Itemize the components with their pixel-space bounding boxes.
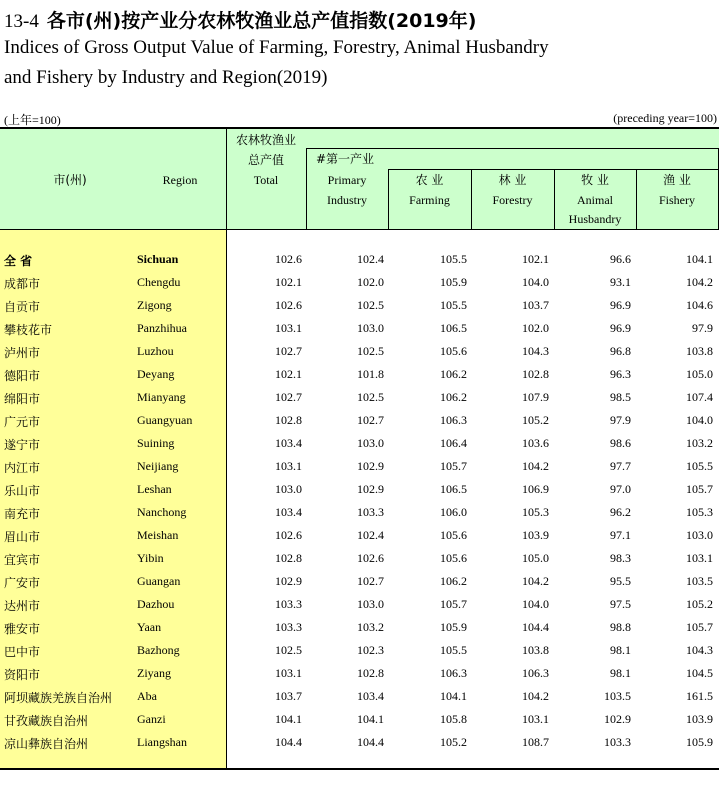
cell-fishery: 105.0 <box>686 367 713 381</box>
cell-farming: 105.9 <box>440 275 467 289</box>
cell-fishery: 105.2 <box>686 597 713 611</box>
table-title-en-line2: and Fishery by Industry and Region(2019) <box>4 67 328 88</box>
row-city-cn: 乐山市 <box>4 484 41 498</box>
cell-animal: 93.1 <box>610 275 631 289</box>
cell-fishery: 104.0 <box>686 413 713 427</box>
cell-animal: 96.9 <box>610 321 631 335</box>
cell-farming: 105.5 <box>440 298 467 312</box>
cell-farming: 105.5 <box>440 252 467 266</box>
cell-total: 103.0 <box>275 482 302 496</box>
cell-fishery: 103.2 <box>686 436 713 450</box>
table-row <box>0 271 719 294</box>
row-city-cn: 攀枝花市 <box>4 323 53 337</box>
cell-forestry: 103.6 <box>522 436 549 450</box>
cell-farming: 106.5 <box>440 321 467 335</box>
row-region-en: Meishan <box>137 528 179 542</box>
cell-animal: 98.5 <box>610 390 631 404</box>
cell-farming: 106.2 <box>440 367 467 381</box>
cell-forestry: 106.9 <box>522 482 549 496</box>
cell-farming: 105.6 <box>440 344 467 358</box>
cell-farming: 105.2 <box>440 735 467 749</box>
cell-animal: 103.3 <box>604 735 631 749</box>
row-region-en: Guangyuan <box>137 413 193 427</box>
cell-animal: 97.7 <box>610 459 631 473</box>
table-number: 13-4 <box>4 11 39 32</box>
table-row <box>0 685 719 708</box>
cell-animal: 98.1 <box>610 666 631 680</box>
cell-primary: 102.7 <box>357 413 384 427</box>
header-primary-en2: Industry <box>327 193 367 207</box>
row-region-en: Nanchong <box>137 505 187 519</box>
cell-total: 103.3 <box>275 597 302 611</box>
table-row <box>0 478 719 501</box>
row-city-cn: 成都市 <box>4 277 41 291</box>
row-region-en: Zigong <box>137 298 172 312</box>
row-region-en: Mianyang <box>137 390 186 404</box>
cell-total: 102.8 <box>275 413 302 427</box>
cell-primary: 103.0 <box>357 436 384 450</box>
row-region-en: Panzhihua <box>137 321 187 335</box>
cell-farming: 106.2 <box>440 574 467 588</box>
cell-fishery: 103.8 <box>686 344 713 358</box>
cell-fishery: 104.2 <box>686 275 713 289</box>
cell-primary: 101.8 <box>357 367 384 381</box>
row-city-cn: 内江市 <box>4 461 41 475</box>
cell-total: 102.5 <box>275 643 302 657</box>
row-city-cn: 甘孜藏族自治州 <box>4 714 89 728</box>
cell-fishery: 105.7 <box>686 620 713 634</box>
table-row <box>0 593 719 616</box>
cell-forestry: 104.0 <box>522 597 549 611</box>
row-city-cn: 泸州市 <box>4 346 41 360</box>
header-animal-en2: Husbandry <box>568 212 622 226</box>
row-city-cn: 雅安市 <box>4 622 41 636</box>
cell-animal: 98.8 <box>610 620 631 634</box>
cell-primary: 104.1 <box>357 712 384 726</box>
table-row <box>0 455 719 478</box>
table-bottom-rule <box>0 768 719 770</box>
cell-forestry: 103.1 <box>522 712 549 726</box>
cell-farming: 105.6 <box>440 551 467 565</box>
cell-total: 104.4 <box>275 735 302 749</box>
cell-forestry: 105.3 <box>522 505 549 519</box>
cell-animal: 98.3 <box>610 551 631 565</box>
row-region-en: Ganzi <box>137 712 166 726</box>
cell-primary: 103.3 <box>357 505 384 519</box>
header-region: Region <box>162 173 198 187</box>
cell-farming: 105.9 <box>440 620 467 634</box>
header-bottom-rule <box>0 229 719 230</box>
cell-farming: 106.0 <box>440 505 467 519</box>
cell-animal: 96.8 <box>610 344 631 358</box>
cell-forestry: 102.8 <box>522 367 549 381</box>
row-city-cn: 巴中市 <box>4 645 41 659</box>
cell-forestry: 104.4 <box>522 620 549 634</box>
cell-forestry: 102.1 <box>522 252 549 266</box>
row-region-en: Yibin <box>137 551 164 565</box>
header-primary-en1: Primary <box>327 173 367 187</box>
table-row <box>0 363 719 386</box>
cell-primary: 104.4 <box>357 735 384 749</box>
row-city-cn: 德阳市 <box>4 369 41 383</box>
cell-fishery: 105.7 <box>686 482 713 496</box>
cell-forestry: 104.2 <box>522 574 549 588</box>
cell-animal: 97.5 <box>610 597 631 611</box>
table-row <box>0 386 719 409</box>
row-city-cn: 宜宾市 <box>4 553 41 567</box>
header-total-cn1: 农林牧渔业 <box>235 133 296 147</box>
header-forestry-cn: 林 业 <box>498 173 527 187</box>
row-region-en: Sichuan <box>137 252 179 266</box>
cell-animal: 96.3 <box>610 367 631 381</box>
row-city-cn: 凉山彝族自治州 <box>4 737 89 751</box>
cell-primary: 103.0 <box>357 321 384 335</box>
cell-forestry: 104.2 <box>522 459 549 473</box>
cell-primary: 102.4 <box>357 252 384 266</box>
cell-animal: 95.5 <box>610 574 631 588</box>
row-city-cn: 绵阳市 <box>4 392 41 406</box>
cell-farming: 105.8 <box>440 712 467 726</box>
row-region-en: Luzhou <box>137 344 174 358</box>
cell-farming: 105.7 <box>440 597 467 611</box>
unit-note-en: (preceding year=100) <box>613 111 717 125</box>
cell-forestry: 108.7 <box>522 735 549 749</box>
cell-fishery: 103.0 <box>686 528 713 542</box>
table-title-cn <box>4 6 476 33</box>
row-region-en: Liangshan <box>137 735 187 749</box>
cell-animal: 97.0 <box>610 482 631 496</box>
cell-primary: 102.5 <box>357 390 384 404</box>
table-row <box>0 570 719 593</box>
header-primary-group: #第一产业 <box>316 152 375 166</box>
cell-forestry: 105.0 <box>522 551 549 565</box>
cell-primary: 103.0 <box>357 597 384 611</box>
cell-animal: 98.1 <box>610 643 631 657</box>
table-title-cn-text: 各市(州)按产业分农林牧渔业总产值指数(2019年) <box>46 10 477 32</box>
cell-primary: 102.7 <box>357 574 384 588</box>
cell-total: 102.8 <box>275 551 302 565</box>
cell-forestry: 103.8 <box>522 643 549 657</box>
cell-animal: 96.2 <box>610 505 631 519</box>
table-row <box>0 317 719 340</box>
cell-forestry: 107.9 <box>522 390 549 404</box>
cell-total: 104.1 <box>275 712 302 726</box>
cell-total: 103.4 <box>275 505 302 519</box>
cell-farming: 106.3 <box>440 666 467 680</box>
cell-fishery: 97.9 <box>692 321 713 335</box>
cell-animal: 102.9 <box>604 712 631 726</box>
header-fishery-cn: 渔 业 <box>663 173 691 187</box>
cell-fishery: 103.1 <box>686 551 713 565</box>
cell-farming: 106.2 <box>440 390 467 404</box>
table-top-rule <box>0 127 719 129</box>
cell-animal: 96.9 <box>610 298 631 312</box>
header-fishery-en: Fishery <box>659 193 695 207</box>
table-row <box>0 432 719 455</box>
cell-fishery: 107.4 <box>686 390 713 404</box>
row-region-en: Suining <box>137 436 175 450</box>
cell-fishery: 105.5 <box>686 459 713 473</box>
cell-primary: 102.0 <box>357 275 384 289</box>
row-city-cn: 广元市 <box>4 415 41 429</box>
cell-total: 102.1 <box>275 275 302 289</box>
cell-animal: 103.5 <box>604 689 631 703</box>
cell-fishery: 103.5 <box>686 574 713 588</box>
row-city-cn: 阿坝藏族羌族自治州 <box>4 691 113 705</box>
cell-forestry: 102.0 <box>522 321 549 335</box>
cell-animal: 97.9 <box>610 413 631 427</box>
table-row <box>0 708 719 731</box>
table-row <box>0 524 719 547</box>
row-region-en: Chengdu <box>137 275 181 289</box>
header-total-en: Total <box>253 173 279 187</box>
table-row <box>0 731 719 754</box>
header-total-cn2: 总产值 <box>247 153 284 167</box>
table-row <box>0 409 719 432</box>
cell-primary: 102.9 <box>357 459 384 473</box>
row-city-cn: 全 省 <box>4 254 33 268</box>
cell-total: 102.7 <box>275 390 302 404</box>
cell-primary: 102.3 <box>357 643 384 657</box>
table-row <box>0 248 719 271</box>
cell-primary: 103.4 <box>357 689 384 703</box>
cell-primary: 102.9 <box>357 482 384 496</box>
cell-total: 103.4 <box>275 436 302 450</box>
table-row <box>0 340 719 363</box>
cell-fishery: 105.3 <box>686 505 713 519</box>
row-city-cn: 达州市 <box>4 599 41 613</box>
row-region-en: Guangan <box>137 574 181 588</box>
header-animal-cn: 牧 业 <box>581 173 609 187</box>
row-region-en: Leshan <box>137 482 172 496</box>
row-city-cn: 自贡市 <box>4 300 41 314</box>
cell-animal: 96.6 <box>610 252 631 266</box>
row-city-cn: 遂宁市 <box>4 438 41 452</box>
cell-fishery: 104.1 <box>686 252 713 266</box>
cell-farming: 106.3 <box>440 413 467 427</box>
cell-total: 102.6 <box>275 298 302 312</box>
row-region-en: Neijiang <box>137 459 179 473</box>
cell-total: 103.1 <box>275 459 302 473</box>
header-animal-en1: Animal <box>577 193 613 207</box>
row-city-cn: 南充市 <box>4 507 41 521</box>
cell-forestry: 104.0 <box>522 275 549 289</box>
cell-forestry: 106.3 <box>522 666 549 680</box>
cell-total: 103.3 <box>275 620 302 634</box>
row-region-en: Dazhou <box>137 597 175 611</box>
cell-total: 103.7 <box>275 689 302 703</box>
row-city-cn: 资阳市 <box>4 668 41 682</box>
cell-farming: 106.4 <box>440 436 467 450</box>
row-region-en: Bazhong <box>137 643 180 657</box>
cell-total: 102.6 <box>275 252 302 266</box>
cell-fishery: 104.3 <box>686 643 713 657</box>
cell-total: 102.9 <box>275 574 302 588</box>
cell-primary: 102.5 <box>357 344 384 358</box>
cell-total: 102.6 <box>275 528 302 542</box>
row-region-en: Yaan <box>137 620 162 634</box>
cell-total: 103.1 <box>275 321 302 335</box>
table-row <box>0 662 719 685</box>
header-farming-en: Farming <box>409 193 450 207</box>
row-city-cn: 广安市 <box>4 576 41 590</box>
table-row <box>0 547 719 570</box>
table-row <box>0 616 719 639</box>
header-city-cn: 市(州) <box>53 173 87 187</box>
table-title-en-line1: Indices of Gross Output Value of Farming, Forestry, Animal Husbandry <box>4 37 549 58</box>
header-farming-cn: 农 业 <box>415 173 444 187</box>
cell-farming: 105.5 <box>440 643 467 657</box>
cell-fishery: 161.5 <box>686 689 713 703</box>
cell-fishery: 104.5 <box>686 666 713 680</box>
cell-forestry: 105.2 <box>522 413 549 427</box>
cell-farming: 105.7 <box>440 459 467 473</box>
cell-forestry: 103.7 <box>522 298 549 312</box>
cell-animal: 98.6 <box>610 436 631 450</box>
cell-primary: 102.4 <box>357 528 384 542</box>
cell-primary: 102.8 <box>357 666 384 680</box>
cell-fishery: 103.9 <box>686 712 713 726</box>
table-row <box>0 501 719 524</box>
cell-total: 103.1 <box>275 666 302 680</box>
row-region-en: Deyang <box>137 367 175 381</box>
cell-total: 102.7 <box>275 344 302 358</box>
header-forestry-en: Forestry <box>492 193 533 207</box>
cell-fishery: 104.6 <box>686 298 713 312</box>
row-city-cn: 眉山市 <box>4 530 41 544</box>
row-region-en: Aba <box>137 689 157 703</box>
cell-farming: 105.6 <box>440 528 467 542</box>
cell-forestry: 103.9 <box>522 528 549 542</box>
cell-farming: 106.5 <box>440 482 467 496</box>
cell-primary: 102.5 <box>357 298 384 312</box>
cell-total: 102.1 <box>275 367 302 381</box>
cell-animal: 97.1 <box>610 528 631 542</box>
table-row <box>0 639 719 662</box>
unit-note-cn: (上年=100) <box>4 113 61 127</box>
cell-forestry: 104.2 <box>522 689 549 703</box>
cell-fishery: 105.9 <box>686 735 713 749</box>
cell-forestry: 104.3 <box>522 344 549 358</box>
table-row <box>0 294 719 317</box>
cell-primary: 102.6 <box>357 551 384 565</box>
cell-primary: 103.2 <box>357 620 384 634</box>
cell-farming: 104.1 <box>440 689 467 703</box>
row-region-en: Ziyang <box>137 666 171 680</box>
